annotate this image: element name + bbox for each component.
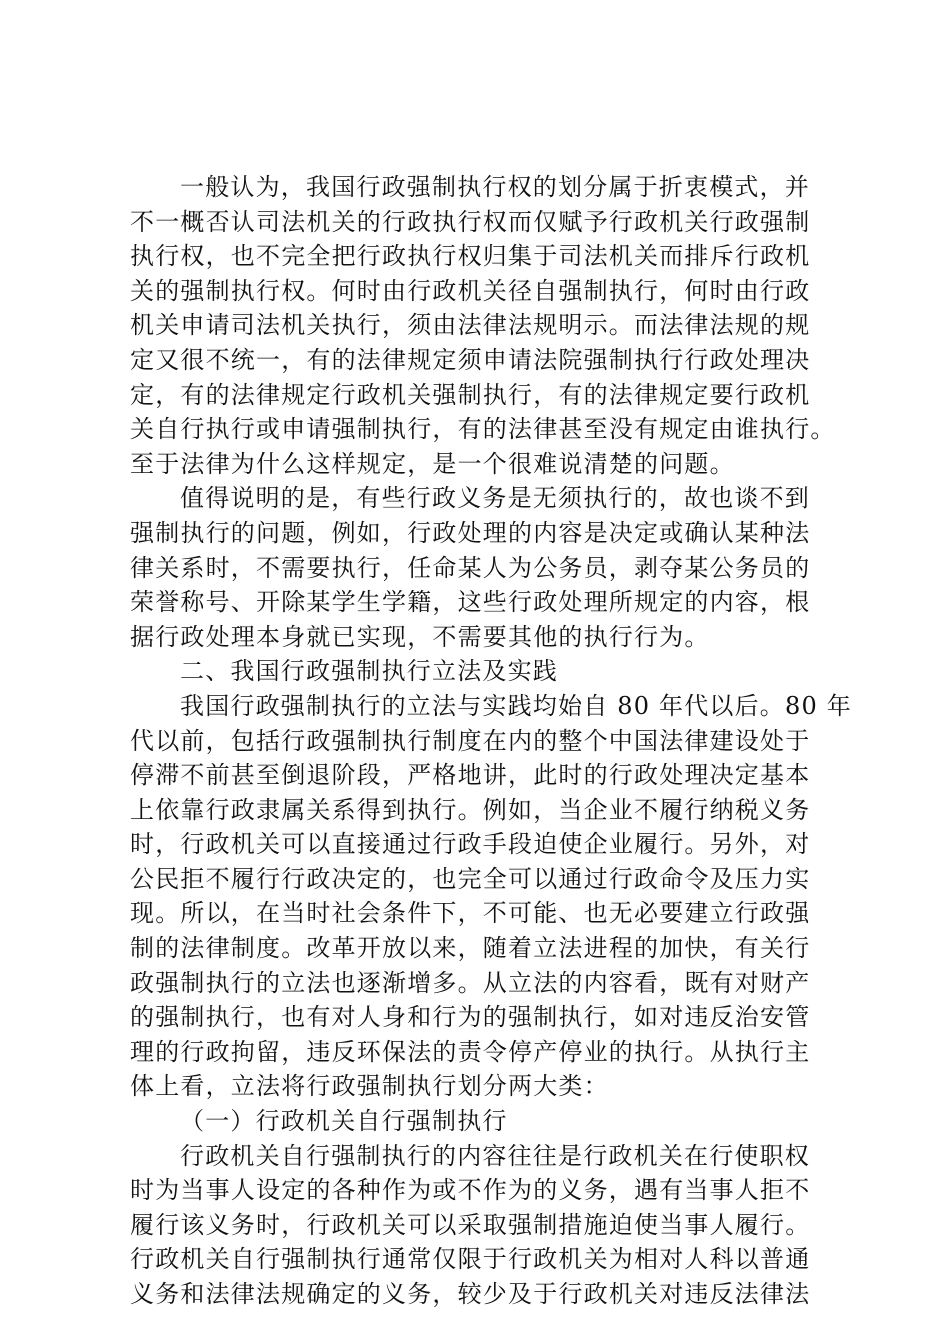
paragraph-line: 停滞不前甚至倒退阶段，严格地讲，此时的行政处理决定基本 xyxy=(130,761,811,790)
paragraph-line: 体上看，立法将行政强制执行划分两大类： xyxy=(130,1072,609,1101)
paragraph-line: 定又很不统一，有的法律规定须申请法院强制执行行政处理决 xyxy=(130,345,811,374)
paragraph-line: 上依靠行政隶属关系得到执行。例如，当企业不履行纳税义务 xyxy=(130,795,811,824)
paragraph-line: 不一概否认司法机关的行政执行权而仅赋予行政机关行政强制 xyxy=(130,207,811,236)
paragraph-line: 定，有的法律规定行政机关强制执行，有的法律规定要行政机 xyxy=(130,380,811,409)
paragraph-line: 行政机关自行强制执行通常仅限于行政机关为相对人科以普通 xyxy=(130,1245,811,1274)
paragraph-line: 现。所以，在当时社会条件下，不可能、也无必要建立行政强 xyxy=(130,899,811,928)
paragraph-line: 强制执行的问题，例如，行政处理的内容是决定或确认某种法 xyxy=(130,518,811,547)
paragraph-line: 时，行政机关可以直接通过行政手段迫使企业履行。另外，对 xyxy=(130,830,811,859)
paragraph-first-line: 行政机关自行强制执行的内容往往是行政机关在行使职权 xyxy=(180,1141,810,1170)
paragraph-first-line: 二、我国行政强制执行立法及实践 xyxy=(180,657,558,686)
document-body xyxy=(130,170,852,1312)
paragraph-line: 公民拒不履行行政决定的，也完全可以通过行政命令及压力实 xyxy=(130,864,811,893)
paragraph-line: 荣誉称号、开除某学生学籍，这些行政处理所规定的内容，根 xyxy=(130,588,811,617)
paragraph-first-line: （一）行政机关自行强制执行 xyxy=(180,1107,508,1136)
paragraph-line: 至于法律为什么这样规定，是一个很难说清楚的问题。 xyxy=(130,449,735,478)
paragraph-line: 义务和法律法规确定的义务，较少及于行政机关对违反法律法 xyxy=(130,1280,811,1308)
paragraph-line: 履行该义务时，行政机关可以采取强制措施迫使当事人履行。 xyxy=(130,1210,811,1239)
paragraph-first-line: 一般认为，我国行政强制执行权的划分属于折衷模式，并 xyxy=(180,173,810,201)
paragraph-line: 关的强制执行权。何时由行政机关径自强制执行，何时由行政 xyxy=(130,276,811,305)
paragraph-line: 的强制执行，也有对人身和行为的强制执行，如对违反治安管 xyxy=(130,1003,811,1032)
paragraph-line: 机关申请司法机关执行，须由法律法规明示。而法律法规的规 xyxy=(130,311,811,340)
paragraph-line: 律关系时，不需要执行，任命某人为公务员，剥夺某公务员的 xyxy=(130,553,811,582)
paragraph-line: 时为当事人设定的各种作为或不作为的义务，遇有当事人拒不 xyxy=(130,1176,811,1205)
paragraph-first-line: 值得说明的是，有些行政义务是无须执行的，故也谈不到 xyxy=(180,484,810,513)
paragraph-line: 制的法律制度。改革开放以来，随着立法进程的加快，有关行 xyxy=(130,934,811,963)
paragraph-line: 政强制执行的立法也逐渐增多。从立法的内容看，既有对财产 xyxy=(130,968,811,997)
paragraph-line: 执行权，也不完全把行政执行权归集于司法机关而排斥行政机 xyxy=(130,242,811,271)
paragraph-line: 理的行政拘留，违反环保法的责令停产停业的执行。从执行主 xyxy=(130,1037,811,1066)
paragraph-line: 据行政处理本身就已实现，不需要其他的执行行为。 xyxy=(130,622,710,651)
paragraph-line: 关自行执行或申请强制执行，有的法律甚至没有规定由谁执行。 xyxy=(130,415,836,444)
paragraph-first-line: 我国行政强制执行的立法与实践均始自 80 年代以后。80 年 xyxy=(180,691,852,720)
paragraph-line: 代以前，包括行政强制执行制度在内的整个中国法律建设处于 xyxy=(130,726,811,755)
